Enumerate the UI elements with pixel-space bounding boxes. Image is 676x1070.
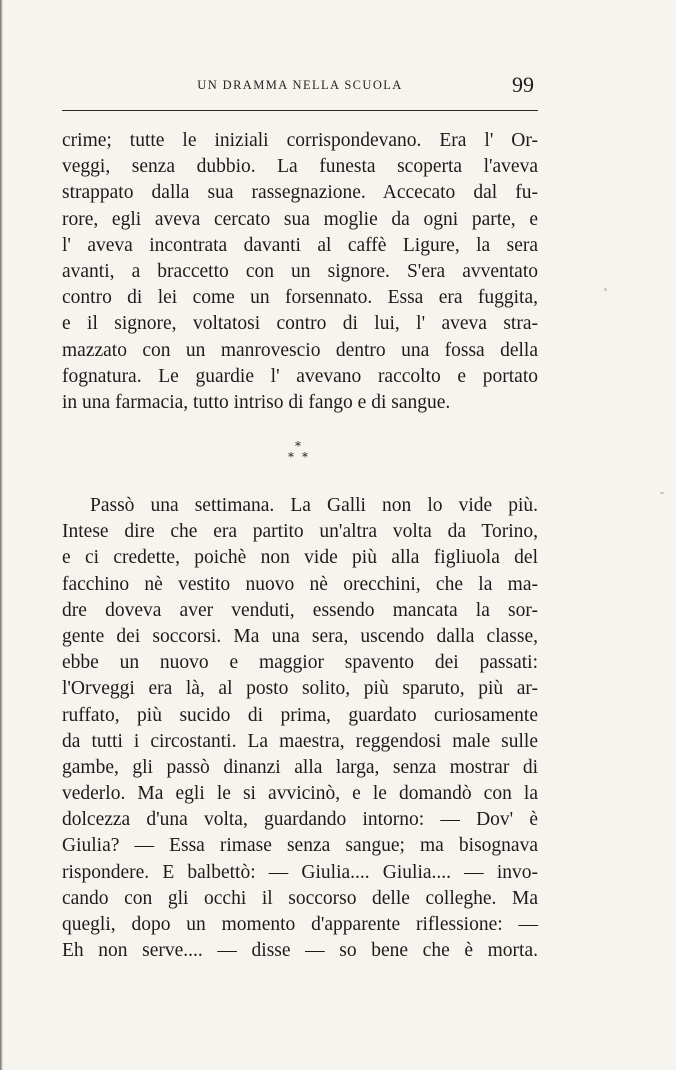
text-line: da tutti i circostanti. La maestra, reggendosi male sulle bbox=[62, 730, 538, 752]
asterism-star: * bbox=[288, 450, 294, 464]
text-line: in una farmacia, tutto intriso di fango e di sangue. bbox=[62, 391, 451, 413]
text-line: cando con gli occhi il soccorso delle colleghe. Ma bbox=[62, 887, 538, 909]
text-line: facchino nè vestito nuovo nè orecchini, che la ma- bbox=[62, 573, 538, 595]
text-line: dre doveva aver venduti, essendo mancata la sor- bbox=[62, 599, 538, 621]
page-number: 99 bbox=[512, 72, 534, 97]
text-line: quegli, dopo un momento d'apparente riflessione: — bbox=[62, 914, 538, 935]
text-line: rispondere. E balbettò: — Giulia.... Giulia.... — invo- bbox=[62, 861, 538, 883]
text-line: ruffato, più sucido di prima, guardato curiosamente bbox=[62, 704, 538, 726]
text-line: Passò una settimana. La Galli non lo vide più. bbox=[90, 495, 538, 516]
text-line: dolcezza d'una volta, guardando intorno: — Dov' è bbox=[62, 809, 538, 831]
text-line: e ci credette, poichè non vide più alla figliuola del bbox=[62, 547, 538, 569]
text-line: contro di lei come un forsennato. Essa era fuggita, bbox=[62, 287, 538, 309]
text-line: rore, egli aveva cercato sua moglie da ogni parte, e bbox=[62, 208, 538, 230]
paragraph-continued bbox=[62, 128, 538, 416]
text-line: l'Orveggi era là, al posto solito, più sparuto, più ar- bbox=[62, 678, 538, 700]
text-line: vederlo. Ma egli le si avvicinò, e le domandò con la bbox=[62, 783, 538, 805]
paper-speck bbox=[660, 492, 664, 494]
text-line: fognatura. Le guardie l' avevano raccolto e portato bbox=[62, 365, 538, 387]
text-line: l' aveva incontrata davanti al caffè Ligure, la sera bbox=[62, 234, 538, 256]
asterism-star: * bbox=[302, 450, 308, 464]
text-line: strappato dalla sua rassegnazione. Accecato dal fu- bbox=[62, 182, 538, 204]
running-head bbox=[62, 72, 538, 98]
text-line: crime; tutte le iniziali corrispondevano. Era l' Or- bbox=[62, 130, 538, 151]
text-line: avanti, a braccetto con un signore. S'era avventato bbox=[62, 260, 538, 282]
page-binding-edge bbox=[0, 0, 3, 1070]
text-line: mazzato con un manrovescio dentro una fossa della bbox=[62, 339, 538, 361]
paragraph-new-section bbox=[62, 493, 538, 964]
asterism-star: * bbox=[295, 439, 301, 453]
text-line: veggi, senza dubbio. La funesta scoperta l'aveva bbox=[62, 156, 538, 178]
text-line: e il signore, voltatosi contro di lui, l' aveva stra- bbox=[62, 313, 538, 335]
text-line: Giulia? — Essa rimase senza sangue; ma bisognava bbox=[62, 835, 538, 857]
text-line: gente dei soccorsi. Ma una sera, uscendo dalla classe, bbox=[62, 625, 538, 647]
text-line: gambe, gli passò dinanzi alla larga, senza mostrar di bbox=[62, 756, 538, 778]
text-line: ebbe un nuovo e maggior spavento dei passati: bbox=[62, 652, 538, 674]
paper-speck bbox=[604, 288, 607, 291]
text-line: Intese dire che era partito un'altra volta da Torino, bbox=[62, 521, 538, 543]
header-rule bbox=[62, 110, 538, 111]
text-line: Eh non serve.... — disse — so bene che è morta. bbox=[62, 940, 538, 962]
running-title: UN DRAMMA NELLA SCUOLA bbox=[197, 78, 403, 92]
section-break-asterism bbox=[270, 440, 330, 480]
